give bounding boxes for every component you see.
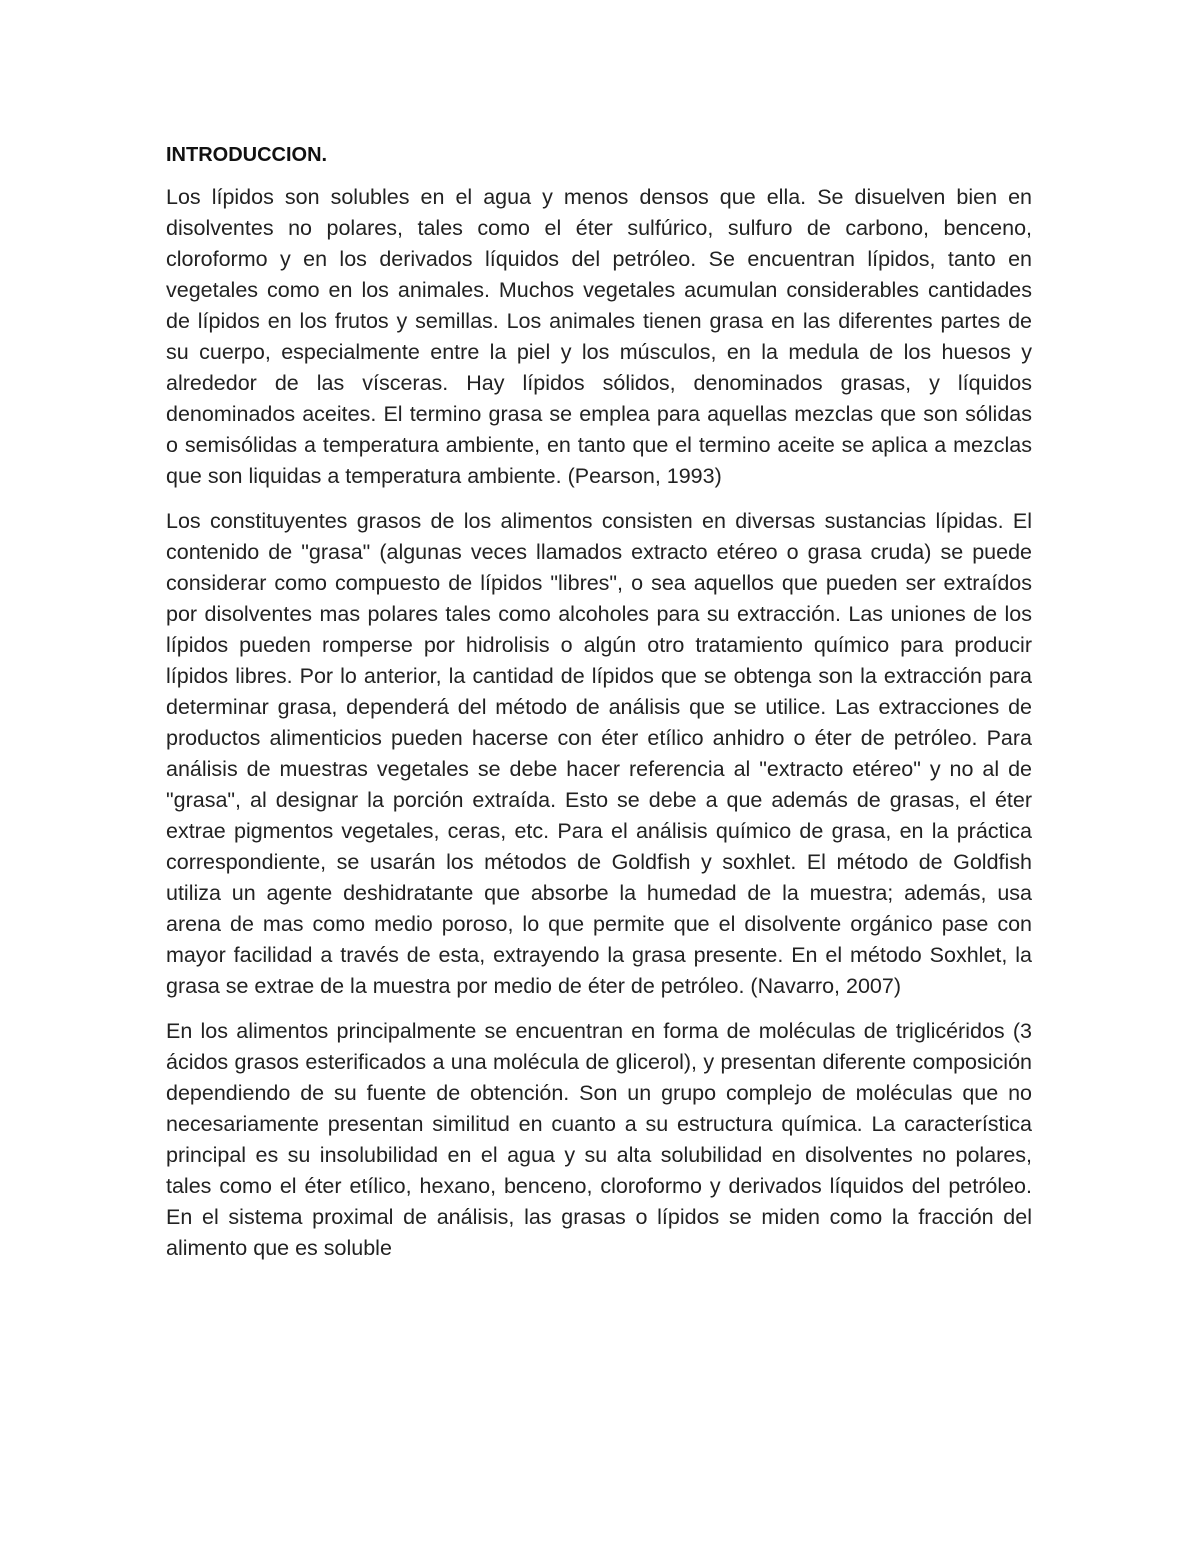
paragraph-3: En los alimentos principalmente se encuentran en forma de moléculas de triglicéridos (3 ácidos grasos esterificados a una molécula de glicerol), y presentan diferente composición dependiendo de su fuente de obtención. Son un grupo complejo de moléculas que no necesariamente presentan similitud en cuanto a su estructura química. La característica principal es su insolubilidad en el agua y su alta solubilidad en disolventes no polares, tales como el éter etílico, hexano, benceno, cloroformo y derivados líquidos del petróleo. En el sistema proximal de análisis, las grasas o lípidos se miden como la fracción del alimento que es soluble bbox=[166, 1019, 1032, 1260]
document-body bbox=[166, 140, 1032, 1278]
paragraph-1: Los lípidos son solubles en el agua y menos densos que ella. Se disuelven bien en disolventes no polares, tales como el éter sulfúrico, sulfuro de carbono, benceno, cloroformo y en los derivados líquidos del petróleo. Se encuentran lípidos, tanto en vegetales como en los animales. Muchos vegetales acumulan considerables cantidades de lípidos en los frutos y semillas. Los animales tienen grasa en las diferentes partes de su cuerpo, especialmente entre la piel y los músculos, en la medula de los huesos y alrededor de las vísceras. Hay lípidos sólidos, denominados grasas, y líquidos denominados aceites. El termino grasa se emplea para aquellas mezclas que son sólidas o semisólidas a temperatura ambiente, en tanto que el termino aceite se aplica a mezclas que son liquidas a temperatura ambiente. (Pearson, 1993) bbox=[166, 185, 1032, 488]
paragraph-2: Los constituyentes grasos de los alimentos consisten en diversas sustancias lípidas. El contenido de "grasa" (algunas veces llamados extracto etéreo o grasa cruda) se puede considerar como compuesto de lípidos "libres", o sea aquellos que pueden ser extraídos por disolventes mas polares tales como alcoholes para su extracción. Las uniones de los lípidos pueden romperse por hidrolisis o algún otro tratamiento químico para producir lípidos libres. Por lo anterior, la cantidad de lípidos que se obtenga son la extracción para determinar grasa, dependerá del método de análisis que se utilice. Las extracciones de productos alimenticios pueden hacerse con éter etílico anhidro o éter de petróleo. Para análisis de muestras vegetales se debe hacer referencia al "extracto etéreo" y no al de "grasa", al designar la porción extraída. Esto se debe a que además de grasas, el éter extrae pigmentos vegetales, ceras, etc. Para el análisis químico de grasa, en la práctica correspondiente, se usarán los métodos de Goldfish y soxhlet. El método de Goldfish utiliza un agente deshidratante que absorbe la humedad de la muestra; además, usa arena de mas como medio poroso, lo que permite que el disolvente orgánico pase con mayor facilidad a través de esta, extrayendo la grasa presente. En el método Soxhlet, la grasa se extrae de la muestra por medio de éter de petróleo. (Navarro, 2007) bbox=[166, 509, 1032, 998]
section-heading: INTRODUCCION. bbox=[166, 144, 328, 166]
